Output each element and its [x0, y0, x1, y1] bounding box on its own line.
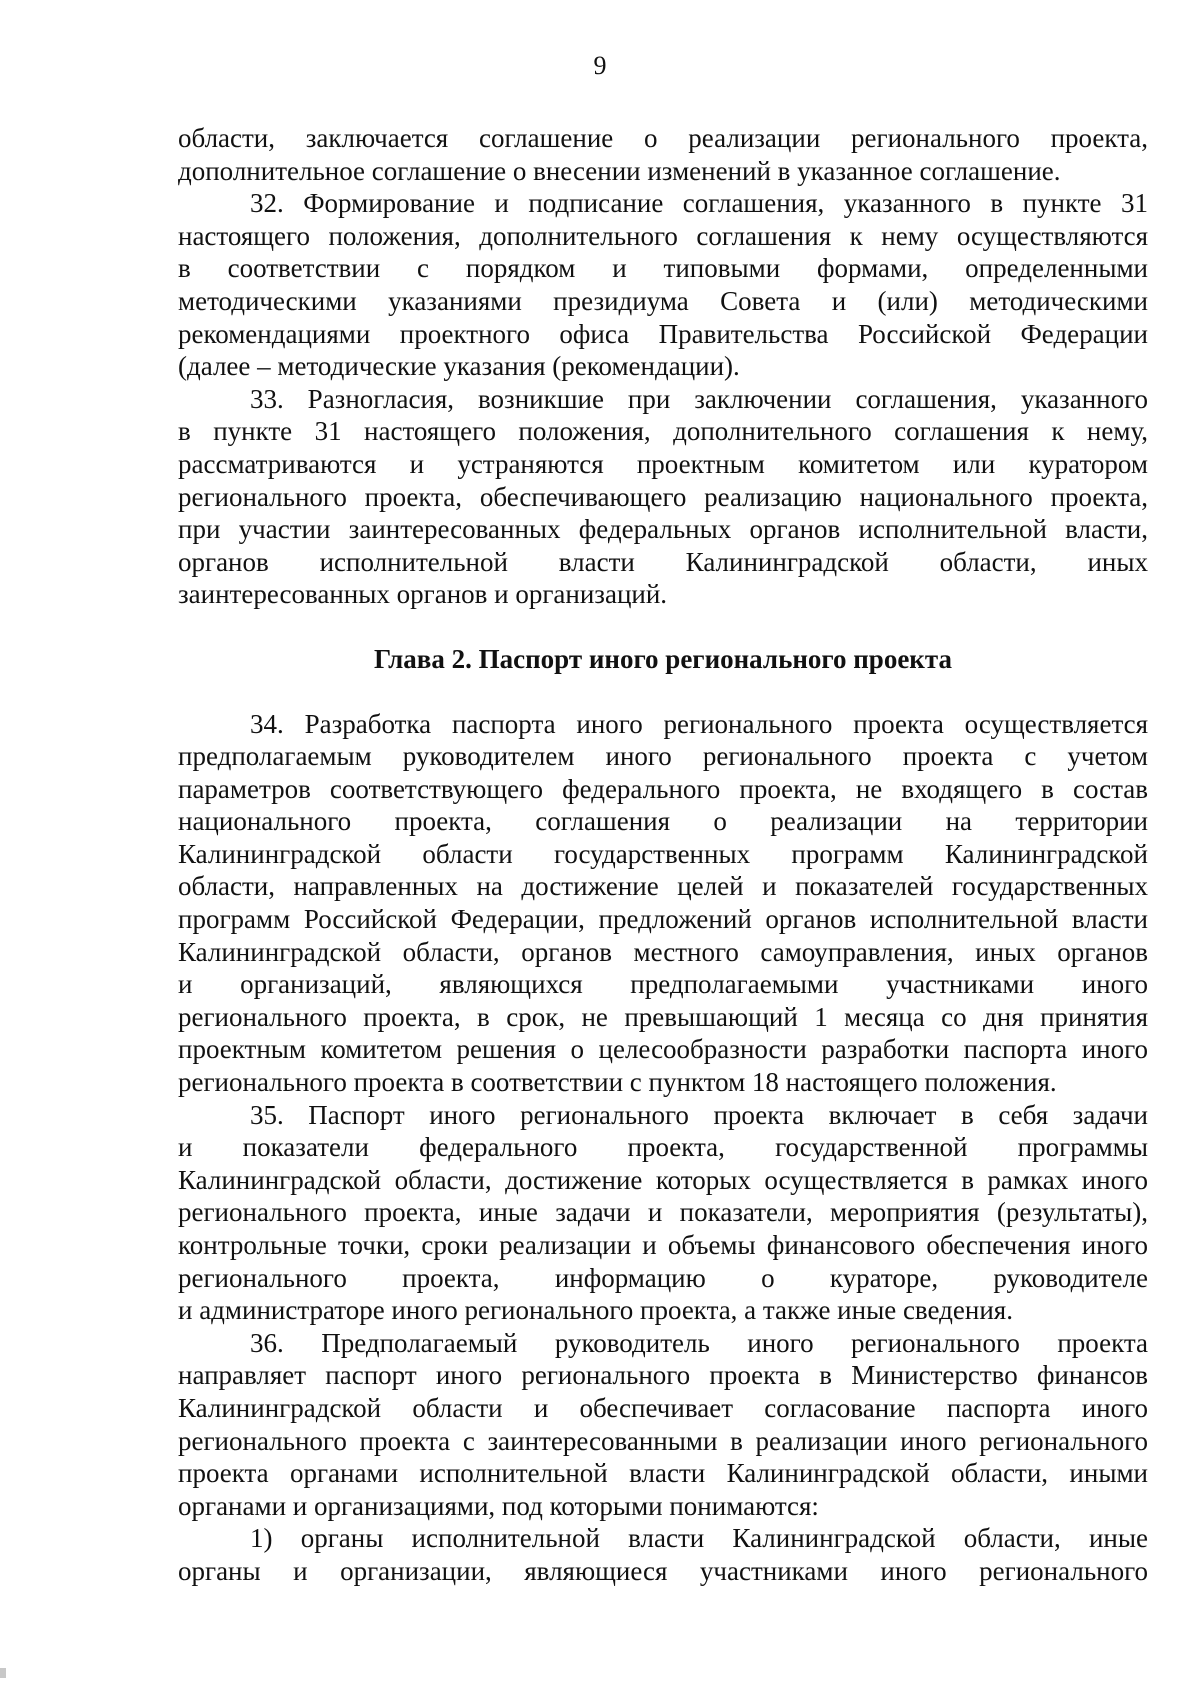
text-line: и показатели федерального проекта, государственной программы	[178, 1132, 1148, 1163]
text-line: Калининградской области и обеспечивает согласование паспорта иного	[178, 1392, 1148, 1423]
paragraph-33-start: 33. Разногласия, возникшие при заключении соглашения, указанного	[250, 383, 1148, 414]
text-line: рассматриваются и устраняются проектным комитетом или куратором	[178, 448, 1148, 479]
text-line: органов исполнительной власти Калининградской области, иных	[178, 546, 1148, 577]
text-line: Калининградской области государственных программ Калининградской	[178, 838, 1148, 869]
scan-edge-mark	[0, 1668, 6, 1678]
text-line: контрольные точки, сроки реализации и объемы финансового обеспечения иного	[178, 1230, 1148, 1260]
text-line: регионального проекта, информацию о кураторе, руководителе	[178, 1262, 1148, 1293]
text-line: регионального проекта, иные задачи и показатели, мероприятия (результаты),	[178, 1197, 1148, 1228]
text-line: области, направленных на достижение целей и показателей государственных	[178, 871, 1148, 902]
text-line: и администраторе иного регионального проекта, а также иные сведения.	[178, 1295, 1013, 1326]
text-line: (далее – методические указания (рекомендации).	[178, 351, 740, 382]
paragraph-36-start: 36. Предполагаемый руководитель иного регионального проекта	[250, 1327, 1148, 1358]
text-line: параметров соответствующего федерального проекта, не входящего в состав	[178, 773, 1148, 804]
text-line: предполагаемым руководителем иного регионального проекта с учетом	[178, 741, 1148, 772]
text-line: регионального проекта, обеспечивающего реализацию национального проекта,	[178, 481, 1148, 512]
paragraph-35-start: 35. Паспорт иного регионального проекта включает в себя задачи	[250, 1099, 1148, 1130]
document-body	[178, 122, 1148, 1588]
text-line: Калининградской области, достижение которых осуществляется в рамках иного	[178, 1164, 1148, 1195]
list-item-1-start: 1) органы исполнительной власти Калининградской области, иные	[250, 1523, 1148, 1554]
chapter-heading: Глава 2. Паспорт иного регионального проекта	[374, 643, 952, 674]
text-line: проекта органами исполнительной власти Калининградской области, иными	[178, 1458, 1148, 1489]
text-line: национального проекта, соглашения о реализации на территории	[178, 806, 1148, 837]
text-line: органы и организации, являющиеся участниками иного регионального	[178, 1555, 1148, 1586]
text-line: заинтересованных органов и организаций.	[178, 579, 668, 610]
text-line: методическими указаниями президиума Совета и (или) методическими	[178, 285, 1148, 316]
text-line: Калининградской области, органов местного самоуправления, иных органов	[178, 936, 1148, 967]
page-number: 9	[593, 51, 607, 80]
text-line: в пункте 31 настоящего положения, дополнительного соглашения к нему,	[178, 416, 1148, 447]
text-line: проектным комитетом решения о целесообразности разработки паспорта иного	[178, 1034, 1148, 1065]
text-line: регионального проекта с заинтересованными в реализации иного регионального	[178, 1425, 1148, 1456]
text-line: в соответствии с порядком и типовыми формами, определенными	[178, 253, 1148, 284]
text-line: и организаций, являющихся предполагаемыми участниками иного	[178, 969, 1148, 1000]
paragraph-32-start: 32. Формирование и подписание соглашения, указанного в пункте 31	[250, 188, 1148, 219]
text-line: направляет паспорт иного регионального проекта в Министерство финансов	[178, 1360, 1148, 1391]
text-line: регионального проекта, в срок, не превышающий 1 месяца со дня принятия	[178, 1001, 1148, 1032]
text-line: программ Российской Федерации, предложений органов исполнительной власти	[178, 904, 1148, 935]
text-line: рекомендациями проектного офиса Правительства Российской Федерации	[178, 318, 1148, 349]
paragraph-34-start: 34. Разработка паспорта иного регионального проекта осуществляется	[250, 708, 1148, 739]
text-line: регионального проекта в соответствии с пунктом 18 настоящего положения.	[178, 1067, 1057, 1098]
text-line: дополнительное соглашение о внесении изменений в указанное соглашение.	[178, 155, 1061, 186]
text-line: при участии заинтересованных федеральных органов исполнительной власти,	[178, 514, 1148, 545]
text-line: органами и организациями, под которыми понимаются:	[178, 1490, 819, 1521]
text-line: настоящего положения, дополнительного соглашения к нему осуществляются	[178, 220, 1148, 251]
text-line: области, заключается соглашение о реализации регионального проекта,	[178, 123, 1148, 153]
